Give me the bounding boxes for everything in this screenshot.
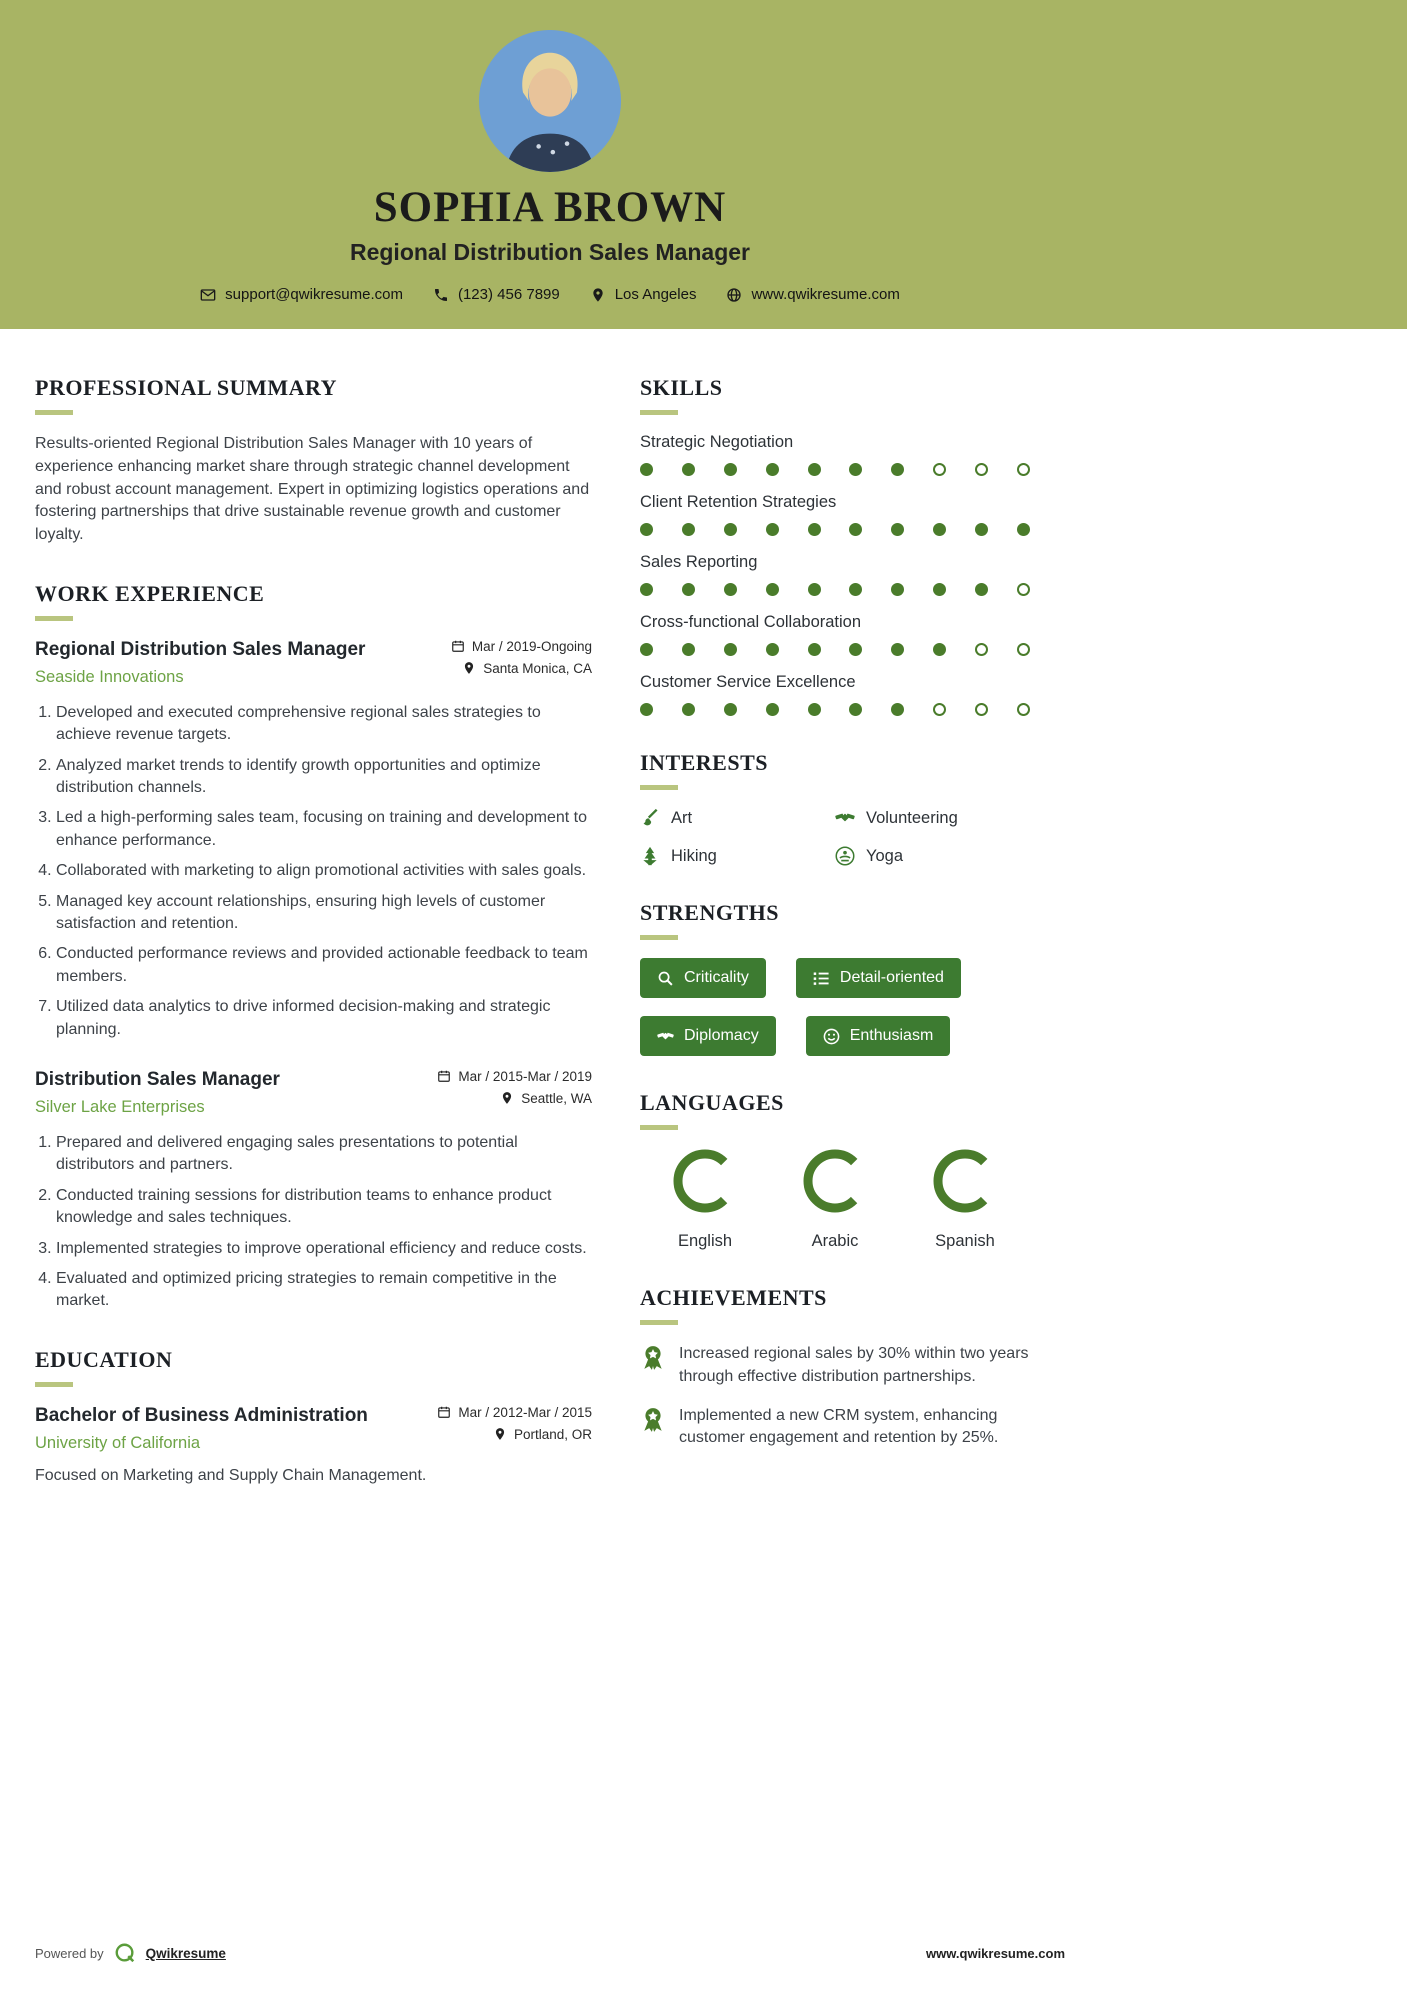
heading-underline: [35, 1382, 73, 1387]
qwikresume-logo-icon: [114, 1942, 136, 1964]
header: [0, 0, 1407, 329]
strength-label: Diplomacy: [684, 1027, 759, 1045]
education-date-text: Mar / 2012-Mar / 2015: [458, 1404, 592, 1420]
strength-label: Criticality: [684, 969, 749, 987]
section-professional-summary: [35, 375, 592, 547]
heading-underline: [640, 785, 678, 790]
strength-badge-enthusiasm: [806, 1016, 951, 1056]
language-item: [770, 1148, 900, 1251]
skill-dot: [891, 703, 904, 716]
skill-item: [640, 433, 1030, 476]
job-dates: [437, 1069, 592, 1084]
magnifier-icon: [657, 970, 674, 987]
skill-dot: [1017, 703, 1030, 716]
powered-by-label: Powered by: [35, 1945, 104, 1961]
strength-label: Detail-oriented: [839, 969, 944, 987]
achievement-text: Increased regional sales by 30% within two years through effective distribution partnerships.: [679, 1345, 1029, 1386]
tree-icon: [640, 846, 660, 866]
job-bullet: 4. Evaluated and optimized pricing strategies to remain competitive in the market.: [56, 1268, 592, 1313]
strengths-heading: STRENGTHS: [640, 900, 779, 926]
job-title: Regional Distribution Sales Manager: [35, 638, 366, 660]
skill-dot: [933, 703, 946, 716]
job-bullet: 3. Implemented strategies to improve operational efficiency and reduce costs.: [56, 1238, 592, 1260]
skill-dot: [766, 643, 779, 656]
calendar-icon: [437, 1069, 451, 1083]
smiley-icon: [823, 1028, 840, 1045]
work-heading: WORK EXPERIENCE: [35, 580, 265, 606]
job-bullet: 4. Collaborated with marketing to align promotional activities with sales goals.: [56, 860, 592, 882]
skill-dot: [1017, 523, 1030, 536]
section-achievements: [640, 1285, 1030, 1450]
job-bullet: 5. Managed key account relationships, ensuring high levels of customer satisfaction and retention.: [56, 891, 592, 936]
skill-dot: [640, 643, 653, 656]
pin-icon: [493, 1427, 507, 1441]
skill-dot: [891, 583, 904, 596]
job-location: [462, 661, 592, 676]
job-dates: [451, 639, 592, 654]
skill-dot: [724, 463, 737, 476]
left-column: [35, 375, 592, 1518]
skill-dot: [849, 583, 862, 596]
skill-dot: [766, 703, 779, 716]
main-content: [0, 329, 1030, 1518]
skill-dot: [724, 703, 737, 716]
skill-dot: [975, 463, 988, 476]
job-company: Silver Lake Enterprises: [35, 1097, 205, 1116]
skill-item: [640, 673, 1030, 716]
job-bullets: [35, 1132, 592, 1313]
heading-underline: [640, 935, 678, 940]
language-label: Arabic: [811, 1232, 859, 1251]
skill-dot: [975, 583, 988, 596]
skill-dot: [1017, 643, 1030, 656]
section-interests: [640, 750, 1030, 866]
skill-dot: [808, 523, 821, 536]
language-level-donut: [672, 1148, 738, 1214]
skill-dot: [849, 643, 862, 656]
skill-dot: [724, 583, 737, 596]
interest-item: [835, 846, 1030, 866]
contact-phone-text: (123) 456 7899: [457, 286, 560, 304]
school-name: University of California: [35, 1433, 201, 1452]
skill-dot: [766, 523, 779, 536]
pin-icon: [462, 661, 476, 675]
job-title: Distribution Sales Manager: [35, 1068, 280, 1090]
job-bullet: 2. Conducted training sessions for distribution teams to enhance product knowledge and sales techniques.: [56, 1185, 592, 1230]
job-entry: [35, 639, 592, 1041]
interest-label: Art: [671, 808, 693, 827]
skills-heading: SKILLS: [640, 375, 723, 401]
education-location: [493, 1427, 592, 1442]
pin-icon: [500, 1091, 514, 1105]
skill-dot: [933, 463, 946, 476]
person-portrait-icon: [479, 30, 621, 172]
right-column: [640, 375, 1030, 1518]
footer: [35, 1942, 1065, 1964]
skill-name: Sales Reporting: [640, 553, 758, 572]
skill-dot: [975, 703, 988, 716]
interest-label: Hiking: [671, 846, 717, 865]
skill-dot: [640, 703, 653, 716]
summary-text: Results-oriented Regional Distribution Sales Manager with 10 years of experience enhancing market share through strategic channel development and robust account management. Expert in optimizing logistics operations and fostering partnerships that drive sustainable revenue growth and customer loyalty.: [35, 435, 590, 544]
interest-item: [640, 846, 835, 866]
language-level-donut: [932, 1148, 998, 1214]
summary-heading: PROFESSIONAL SUMMARY: [35, 375, 337, 401]
skill-name: Strategic Negotiation: [640, 433, 794, 452]
skill-rating: [640, 643, 1030, 656]
job-bullet: 7. Utilized data analytics to drive informed decision-making and strategic planning.: [56, 996, 592, 1041]
education-note: Focused on Marketing and Supply Chain Management.: [35, 1466, 427, 1484]
skill-dot: [975, 643, 988, 656]
skill-item: [640, 553, 1030, 596]
skill-dot: [849, 463, 862, 476]
skill-name: Client Retention Strategies: [640, 493, 837, 512]
skill-dot: [891, 523, 904, 536]
language-label: English: [677, 1232, 733, 1251]
skill-dot: [1017, 463, 1030, 476]
skill-dot: [808, 643, 821, 656]
contact-location-text: Los Angeles: [614, 286, 697, 304]
achievement-item: [640, 1343, 1030, 1388]
section-languages: [640, 1090, 1030, 1251]
job-company: Seaside Innovations: [35, 667, 184, 686]
job-bullets: [35, 702, 592, 1041]
skill-dot: [682, 643, 695, 656]
language-level-donut: [802, 1148, 868, 1214]
phone-icon: [433, 287, 449, 303]
skill-dot: [682, 463, 695, 476]
handshake-icon: [835, 808, 855, 828]
paintbrush-icon: [640, 808, 660, 828]
award-ribbon-icon: [640, 1407, 666, 1433]
skill-rating: [640, 583, 1030, 596]
job-location-text: Santa Monica, CA: [483, 660, 592, 676]
contact-website-text: www.qwikresume.com: [751, 286, 900, 304]
email-icon: [200, 287, 216, 303]
strength-badge-detail-oriented: [796, 958, 961, 998]
skill-dot: [640, 463, 653, 476]
contact-website[interactable]: [726, 286, 899, 303]
interest-item: [640, 808, 835, 828]
section-strengths: [640, 900, 1030, 1056]
skill-dot: [933, 643, 946, 656]
profile-photo: [479, 30, 621, 172]
job-location: [500, 1091, 592, 1106]
skill-rating: [640, 523, 1030, 536]
education-heading: EDUCATION: [35, 1346, 173, 1372]
skill-rating: [640, 463, 1030, 476]
qwikresume-brand-link[interactable]: Qwikresume: [145, 1945, 226, 1961]
strength-badge-diplomacy: [640, 1016, 776, 1056]
strength-label: Enthusiasm: [849, 1027, 934, 1045]
skill-dot: [724, 643, 737, 656]
job-date-text: Mar / 2019-Ongoing: [471, 638, 592, 654]
yoga-icon: [835, 846, 855, 866]
education-location-text: Portland, OR: [513, 1426, 592, 1442]
skill-dot: [640, 523, 653, 536]
skill-dot: [766, 583, 779, 596]
job-bullet: 6. Conducted performance reviews and provided actionable feedback to team members.: [56, 943, 592, 988]
skill-dot: [1017, 583, 1030, 596]
job-bullet: 1. Developed and executed comprehensive regional sales strategies to achieve revenue targets.: [56, 702, 592, 747]
contact-location: [590, 286, 697, 303]
achievement-item: [640, 1405, 1030, 1450]
skill-dot: [808, 463, 821, 476]
interests-heading: INTERESTS: [640, 750, 769, 776]
skill-dot: [682, 703, 695, 716]
section-skills: [640, 375, 1030, 716]
strength-badge-criticality: [640, 958, 766, 998]
job-bullet: 3. Led a high-performing sales team, focusing on training and development to enhance performance.: [56, 807, 592, 852]
skill-dot: [808, 703, 821, 716]
language-item: [640, 1148, 770, 1251]
heading-underline: [640, 1320, 678, 1325]
language-item: [900, 1148, 1030, 1251]
heading-underline: [640, 410, 678, 415]
footer-website[interactable]: www.qwikresume.com: [926, 1945, 1065, 1961]
job-entry: [35, 1069, 592, 1313]
contact-row: [35, 286, 1065, 303]
list-icon: [813, 970, 830, 987]
skill-item: [640, 493, 1030, 536]
skill-name: Customer Service Excellence: [640, 673, 856, 692]
skill-name: Cross-functional Collaboration: [640, 613, 862, 632]
contact-phone[interactable]: [433, 286, 560, 303]
section-work-experience: [35, 581, 592, 1313]
skill-rating: [640, 703, 1030, 716]
candidate-title: Regional Distribution Sales Manager: [349, 239, 751, 266]
skill-dot: [724, 523, 737, 536]
skill-dot: [849, 703, 862, 716]
job-date-text: Mar / 2015-Mar / 2019: [458, 1068, 592, 1084]
interest-label: Yoga: [866, 846, 904, 865]
language-label: Spanish: [935, 1232, 995, 1251]
interest-item: [835, 808, 1030, 828]
heading-underline: [640, 1125, 678, 1130]
globe-icon: [726, 287, 742, 303]
skill-dot: [849, 523, 862, 536]
skill-item: [640, 613, 1030, 656]
skill-dot: [682, 523, 695, 536]
achievements-heading: ACHIEVEMENTS: [640, 1285, 827, 1311]
section-education: [35, 1347, 592, 1485]
job-bullet: 1. Prepared and delivered engaging sales presentations to potential distributors and partners.: [56, 1132, 592, 1177]
contact-email[interactable]: [200, 286, 403, 303]
languages-heading: LANGUAGES: [640, 1090, 784, 1116]
skill-dot: [640, 583, 653, 596]
candidate-name: SOPHIA BROWN: [373, 184, 727, 231]
education-dates: [437, 1405, 592, 1420]
interest-label: Volunteering: [866, 808, 958, 827]
calendar-icon: [437, 1405, 451, 1419]
skill-dot: [891, 463, 904, 476]
skill-dot: [766, 463, 779, 476]
skill-dot: [975, 523, 988, 536]
heading-underline: [35, 410, 73, 415]
degree-title: Bachelor of Business Administration: [35, 1404, 368, 1426]
skill-dot: [682, 583, 695, 596]
contact-email-text: support@qwikresume.com: [225, 286, 403, 304]
job-bullet: 2. Analyzed market trends to identify growth opportunities and optimize distribution channels.: [56, 755, 592, 800]
skill-dot: [891, 643, 904, 656]
job-location-text: Seattle, WA: [521, 1090, 592, 1106]
handshake-icon: [657, 1028, 674, 1045]
award-ribbon-icon: [640, 1345, 666, 1371]
heading-underline: [35, 616, 73, 621]
education-entry: [35, 1405, 592, 1485]
location-pin-icon: [590, 287, 606, 303]
calendar-icon: [451, 639, 465, 653]
skill-dot: [808, 583, 821, 596]
achievement-text: Implemented a new CRM system, enhancing customer engagement and retention by 25%.: [679, 1406, 999, 1447]
skill-dot: [933, 583, 946, 596]
skill-dot: [933, 523, 946, 536]
